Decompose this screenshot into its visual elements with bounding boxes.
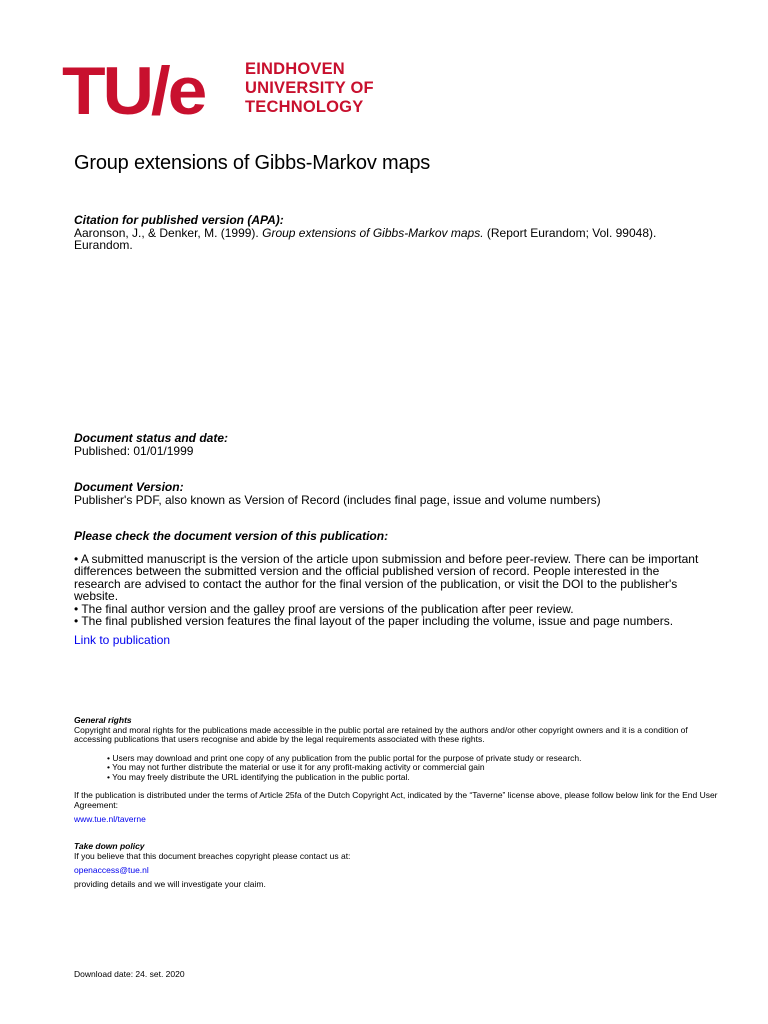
university-name-line1: EINDHOVEN: [245, 60, 345, 78]
version-label: Document Version:: [74, 480, 184, 494]
takedown-text: If you believe that this document breaches copyright please contact us at:: [74, 850, 351, 861]
check-bullet: • The final published version features the final layout of the paper including the volume, issue and page numbers.: [74, 614, 674, 628]
check-bullet: • The final author version and the galley proof are versions of the publication after peer review.: [74, 601, 574, 616]
version-value: Publisher's PDF, also known as Version of Record (includes final page, issue and volume numbers): [74, 492, 601, 507]
university-name: [245, 60, 445, 117]
citation-rest: (Report Eurandom; Vol. 99048).: [486, 225, 657, 240]
check-label: Please check the document version of this publication:: [74, 529, 389, 543]
citation-publisher: Eurandom.: [74, 238, 133, 252]
rights-bullet: • You may not further distribute the material or use it for any profit-making activity or commercial gain: [107, 762, 485, 772]
takedown-after: providing details and we will investigate your claim.: [74, 878, 266, 889]
version-section: [74, 481, 704, 506]
citation-work-title: Group extensions of Gibbs-Markov maps.: [262, 225, 484, 240]
general-rights-text: Copyright and moral rights for the publications made accessible in the public portal are retained by the authors and/or other copyright owners and it is a condition of accessing publications that users recognise and abide by the legal requirements associated with these rights.: [74, 724, 688, 744]
takedown-email-link[interactable]: openaccess@tue.nl: [74, 865, 149, 875]
status-label: Document status and date:: [74, 431, 229, 445]
rights-bullet: • Users may download and print one copy of any publication from the public portal for the purpose of private study or research.: [107, 752, 582, 763]
document-title: Group extensions of Gibbs-Markov maps: [74, 152, 431, 174]
general-rights-section: [74, 716, 724, 825]
taverne-link[interactable]: www.tue.nl/taverne: [74, 814, 146, 824]
citation-text: [74, 227, 704, 252]
logo-mark: TU/e: [62, 53, 205, 129]
university-name-line3: TECHNOLOGY: [245, 98, 364, 116]
tue-logo: [62, 53, 374, 129]
status-section: [74, 432, 704, 457]
status-value: Published: 01/01/1999: [74, 443, 194, 458]
general-rights-label: General rights: [74, 715, 132, 725]
takedown-section: [74, 842, 724, 889]
check-bullet: • A submitted manuscript is the version of the article upon submission and before peer-review. There can be important differences between the submitted version and the official published version of record. People interested in the research are advised to contact the author for the final version of the publication, or visit the DOI to the publisher's website.: [74, 551, 699, 603]
check-section: [74, 530, 699, 646]
citation-section: [74, 214, 704, 252]
link-to-publication[interactable]: Link to publication: [74, 632, 171, 647]
university-name-line2: UNIVERSITY OF: [245, 79, 374, 97]
taverne-text: If the publication is distributed under the terms of Article 25fa of the Dutch Copyright Act, indicated by the “Taverne” license above, please follow below link for the End User Agreement:: [74, 790, 718, 810]
citation-authors: Aaronson, J., & Denker, M. (1999).: [74, 225, 259, 240]
rights-bullet: • You may freely distribute the URL identifying the publication in the public portal.: [107, 771, 410, 782]
download-date: Download date: 24. set. 2020: [74, 969, 185, 979]
citation-label: Citation for published version (APA):: [74, 213, 284, 227]
takedown-label: Take down policy: [74, 841, 145, 851]
